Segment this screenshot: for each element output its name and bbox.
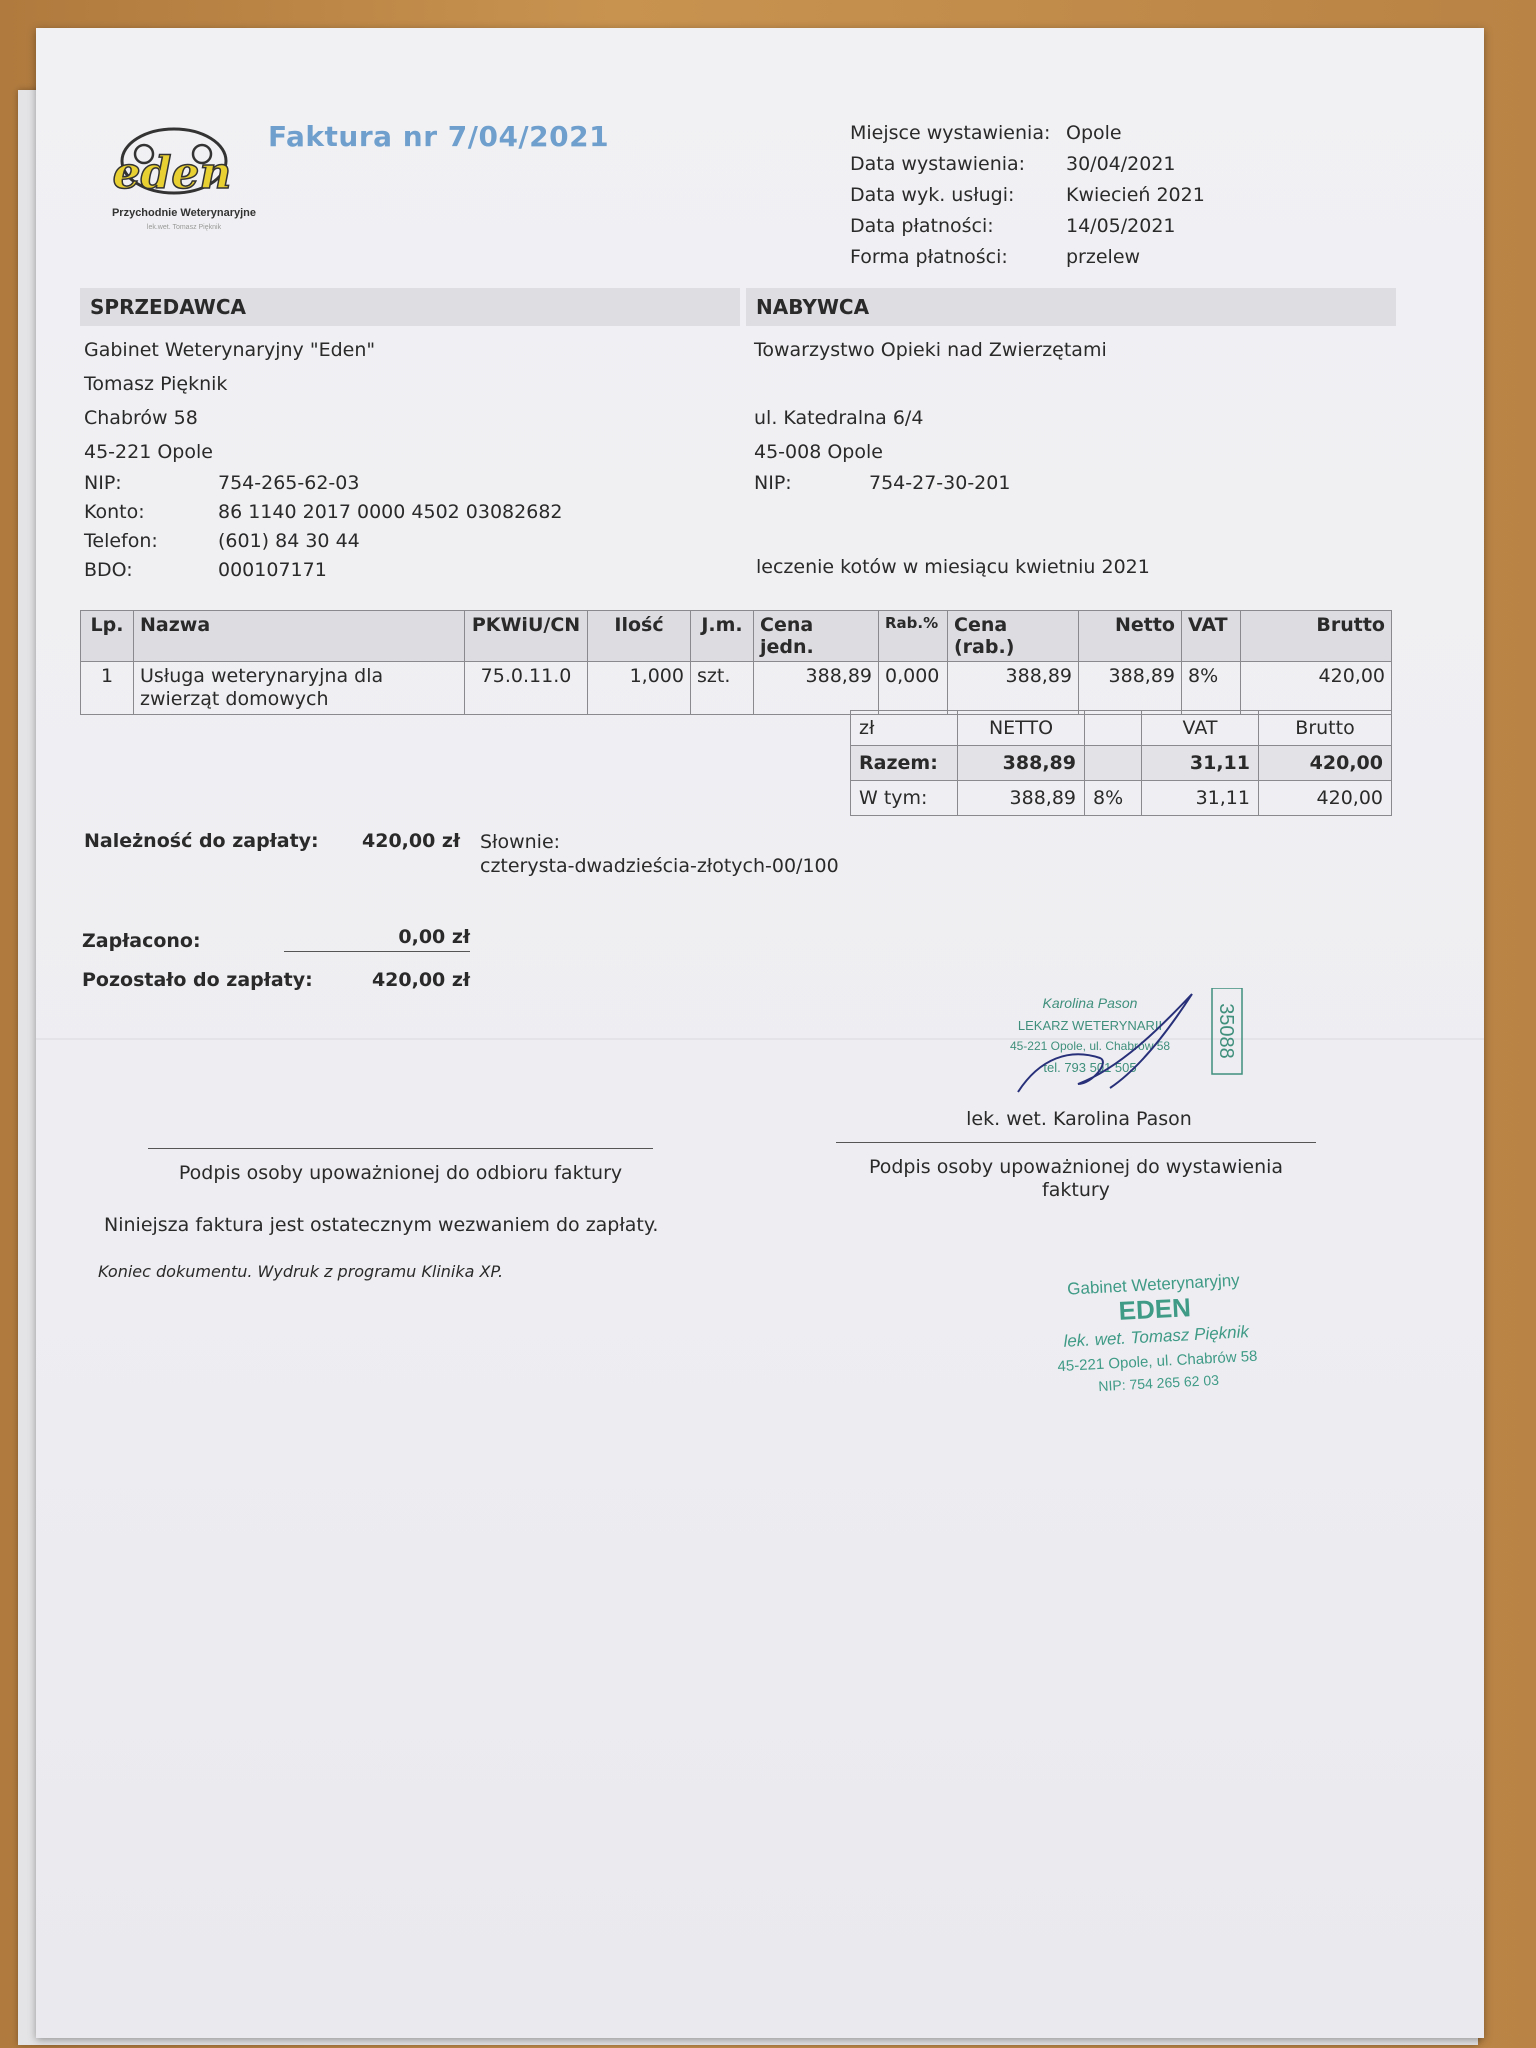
col-price: Cena jedn. (754, 611, 879, 662)
buyer-heading: NABYWCA (746, 288, 1396, 326)
seller-field-label: BDO: (84, 559, 133, 581)
seller-field-label: Telefon: (84, 530, 158, 552)
issuer-name: lek. wet. Karolina Pason (966, 1108, 1192, 1130)
totals-sum-label: Razem: (851, 746, 958, 781)
remaining-value: 420,00 zł (371, 969, 470, 991)
totals-of-vat: 31,11 (1142, 781, 1259, 816)
meta-row (850, 180, 1205, 211)
invoice-page (36, 28, 1484, 2038)
totals-h-rate (1085, 711, 1142, 746)
col-unit: J.m. (691, 611, 754, 662)
remaining-label: Pozostało do zapłaty: (82, 969, 313, 991)
stamp-clinic-line4: 45-221 Opole, ul. Chabrów 58 (1057, 1347, 1258, 1376)
stamp-vet-number: 35088 (1215, 1003, 1237, 1059)
totals-sum-row (851, 746, 1392, 781)
cell-unit: szt. (691, 662, 754, 715)
meta-value: 14/05/2021 (1066, 215, 1176, 237)
paid-label: Zapłacono: (82, 930, 201, 952)
cell-name-line1: Usługa weterynaryjna dla (140, 665, 384, 687)
totals-h-vat: VAT (1142, 711, 1259, 746)
items-header-row (81, 611, 1392, 662)
totals-header-row (851, 711, 1392, 746)
cell-pkwiu: 75.0.11.0 (465, 662, 588, 715)
seller-field-value: (601) 84 30 44 (218, 530, 360, 552)
seller-field-value: 86 1140 2017 0000 4502 03082682 (218, 501, 563, 523)
amount-in-words (480, 830, 839, 878)
meta-value: Opole (1066, 122, 1122, 144)
stamp-vet-name: Karolina Pason (1042, 995, 1138, 1011)
col-net: Netto (1079, 611, 1182, 662)
col-qty: Ilość (588, 611, 691, 662)
logo-brand: eden (112, 148, 232, 199)
cell-vat: 8% (1182, 662, 1241, 715)
meta-row (850, 118, 1205, 149)
words-value: czterysta-dwadzieścia-złotych-00/100 (480, 855, 839, 877)
words-label: Słownie: (480, 831, 561, 853)
meta-label: Data wyk. usługi: (850, 184, 1015, 206)
totals-sum-gross: 420,00 (1259, 746, 1392, 781)
cell-price: 388,89 (754, 662, 879, 715)
totals-h-net: NETTO (958, 711, 1085, 746)
logo-sub: lek.wet. Tomasz Pięknik (146, 224, 222, 231)
cell-qty: 1,000 (588, 662, 691, 715)
cell-price-disc: 388,89 (948, 662, 1079, 715)
final-notice: Niniejsza faktura jest ostatecznym wezwaniem do zapłaty. (104, 1214, 659, 1236)
seller-field-label: Konto: (84, 501, 145, 523)
eden-logo (84, 116, 294, 246)
table-row (81, 662, 1392, 715)
cell-name (134, 662, 465, 715)
col-gross: Brutto (1241, 611, 1392, 662)
sig-receiver-label: Podpis osoby upoważnionej do odbioru faktury (178, 1162, 623, 1184)
totals-of-net: 388,89 (958, 781, 1085, 816)
col-disc: Rab.% (879, 611, 948, 662)
meta-value: Kwiecień 2021 (1066, 184, 1205, 206)
buyer-nip-value: 754-27-30-201 (869, 472, 1011, 494)
meta-label: Miejsce wystawienia: (850, 122, 1051, 144)
seller-street: Chabrów 58 (84, 407, 198, 429)
buyer-name: Towarzystwo Opieki nad Zwierzętami (754, 339, 1107, 361)
stamp-vet-phone: tel. 793 501 505 (1043, 1060, 1137, 1075)
buyer-block (754, 333, 1107, 498)
col-pkwiu: PKWiU/CN (465, 611, 588, 662)
items-table (80, 610, 1392, 715)
totals-of-row (851, 781, 1392, 816)
seller-city: 45-221 Opole (84, 441, 213, 463)
seller-field (84, 556, 563, 585)
seller-field (84, 469, 563, 498)
buyer-nip-label: NIP: (754, 472, 792, 494)
totals-sum-rate (1085, 746, 1142, 781)
col-vat: VAT (1182, 611, 1241, 662)
meta-label: Forma płatności: (850, 246, 1008, 268)
meta-value: 30/04/2021 (1066, 153, 1176, 175)
totals-sum-vat: 31,11 (1142, 746, 1259, 781)
seller-field (84, 498, 563, 527)
cell-name-line2: zwierząt domowych (140, 688, 329, 710)
cell-disc: 0,000 (879, 662, 948, 715)
invoice-meta (850, 118, 1205, 273)
totals-of-rate: 8% (1085, 781, 1142, 816)
seller-field-value: 000107171 (218, 559, 327, 581)
cell-gross: 420,00 (1241, 662, 1392, 715)
sig-issuer-label: Podpis osoby upoważnionej do wystawienia faktury (868, 1156, 1284, 1201)
col-lp: Lp. (81, 611, 134, 662)
meta-label: Data płatności: (850, 215, 994, 237)
invoice-subject: leczenie kotów w miesiącu kwietniu 2021 (756, 556, 1150, 578)
totals-currency: zł (851, 711, 958, 746)
signature-line-receiver (148, 1148, 653, 1149)
seller-field-value: 754-265-62-03 (218, 472, 360, 494)
meta-row (850, 242, 1205, 273)
meta-label: Data wystawienia: (850, 153, 1026, 175)
stamp-vet-title: LEKARZ WETERYNARII (1017, 1018, 1163, 1033)
totals-sum-net: 388,89 (958, 746, 1085, 781)
paid-value: 0,00 zł (284, 926, 470, 952)
cell-lp: 1 (81, 662, 134, 715)
clinic-stamp (996, 1268, 1316, 1398)
end-note: Koniec dokumentu. Wydruk z programu Klinika XP. (98, 1262, 504, 1281)
due-label: Należność do zapłaty: (84, 830, 319, 852)
stamp-clinic-line2: EDEN (1117, 1292, 1192, 1326)
cell-net: 388,89 (1079, 662, 1182, 715)
due-amount: 420,00 zł (362, 830, 461, 852)
buyer-city: 45-008 Opole (754, 441, 883, 463)
stamp-clinic-line5: NIP: 754 265 62 03 (1097, 1371, 1220, 1395)
paper-fold (36, 1038, 1484, 1040)
stamp-vet-address: 45-221 Opole, ul. Chabrów 58 (1009, 1039, 1171, 1053)
meta-row (850, 211, 1205, 242)
seller-heading: SPRZEDAWCA (80, 288, 740, 326)
totals-h-gross: Brutto (1259, 711, 1392, 746)
signature-line-issuer (836, 1142, 1316, 1143)
col-price-disc: Cena (rab.) (948, 611, 1079, 662)
seller-name: Gabinet Weterynaryjny "Eden" (84, 339, 376, 361)
meta-value: przelew (1066, 246, 1141, 268)
stamp-clinic-line3: lek. wet. Tomasz Pięknik (1063, 1322, 1250, 1351)
seller-person: Tomasz Pięknik (84, 373, 228, 395)
seller-field (84, 527, 563, 556)
totals-of-label: W tym: (851, 781, 958, 816)
col-name: Nazwa (134, 611, 465, 662)
vet-stamp (960, 988, 1260, 1108)
seller-field-label: NIP: (84, 472, 122, 494)
totals-table (850, 710, 1392, 816)
logo-tagline: Przychodnie Weterynaryjne (111, 207, 257, 219)
invoice-title: Faktura nr 7/04/2021 (268, 120, 610, 153)
meta-row (850, 149, 1205, 180)
totals-of-gross: 420,00 (1259, 781, 1392, 816)
buyer-street: ul. Katedralna 6/4 (754, 407, 924, 429)
seller-block (84, 333, 563, 585)
stamp-clinic-line1: Gabinet Weterynaryjny (1066, 1270, 1241, 1299)
buyer-nip (754, 469, 1107, 498)
buyer-spacer (754, 367, 1107, 401)
